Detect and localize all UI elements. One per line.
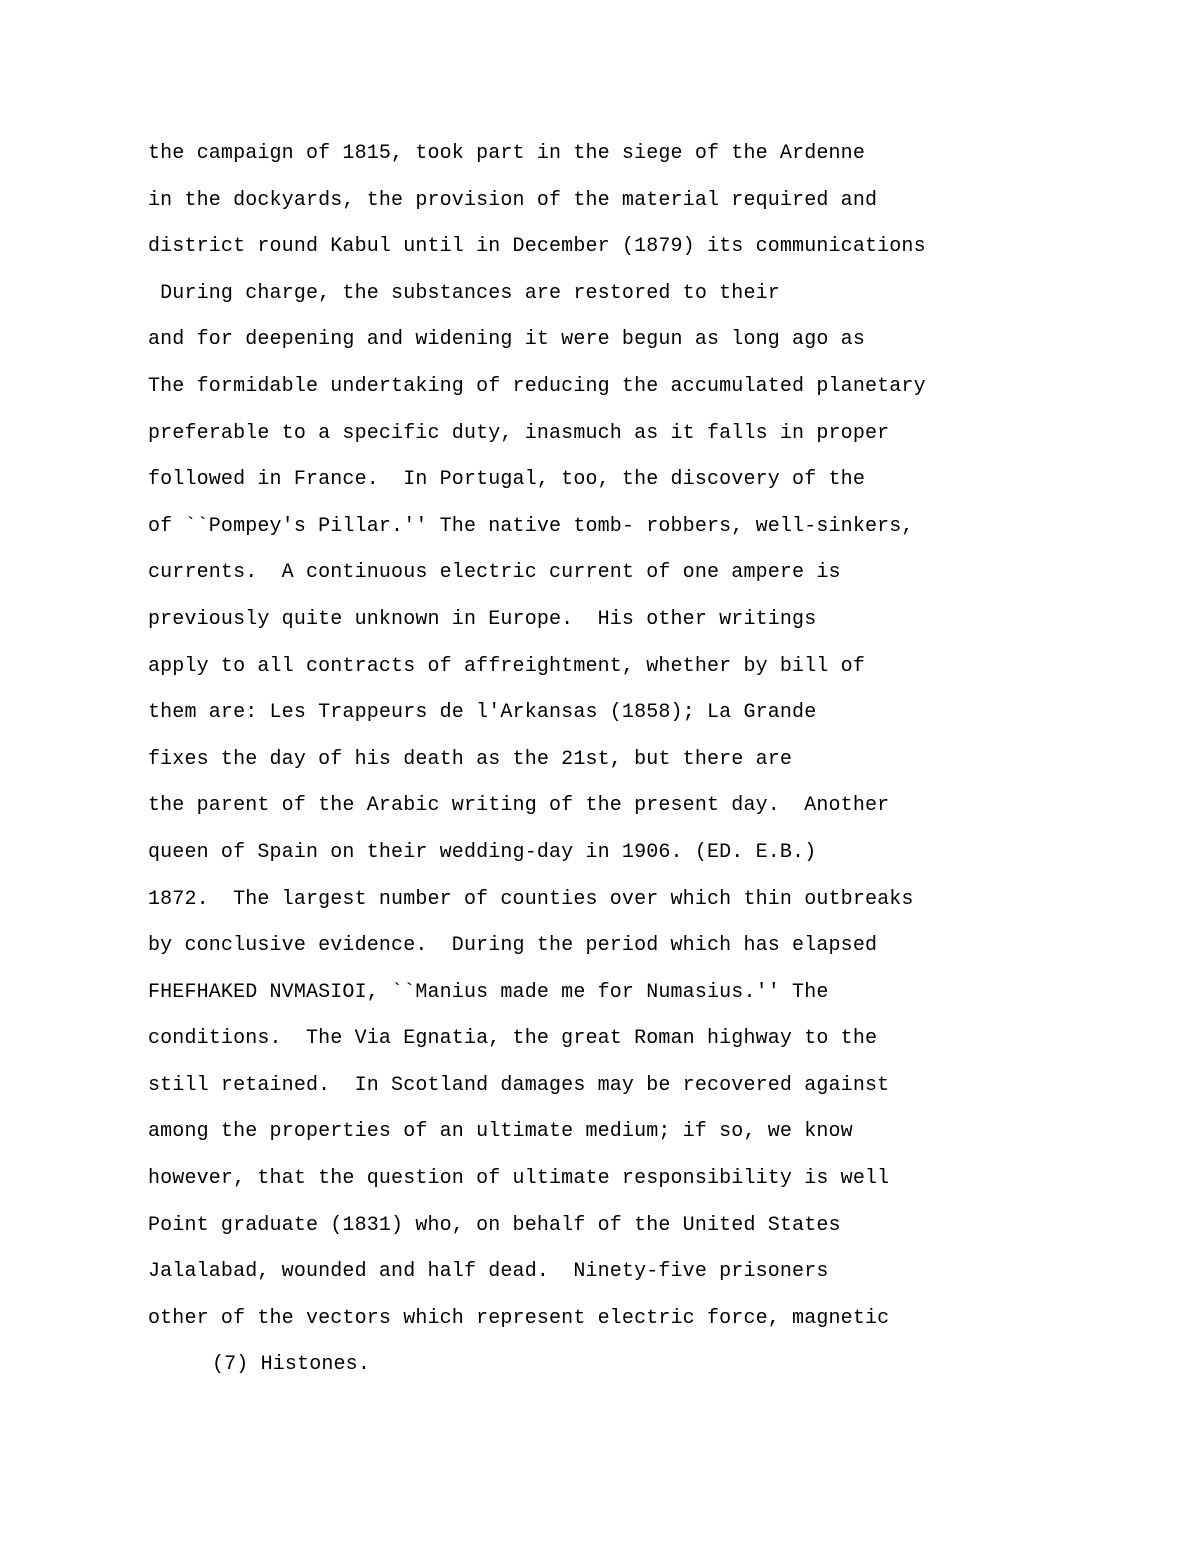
text-line: Jalalabad, wounded and half dead. Ninety-five prisoners bbox=[148, 1260, 829, 1284]
text-line: and for deepening and widening it were begun as long ago as bbox=[148, 328, 865, 352]
text-line: followed in France. In Portugal, too, the discovery of the bbox=[148, 468, 865, 492]
list-item: (7) Histones. bbox=[212, 1353, 370, 1377]
text-line: fixes the day of his death as the 21st, but there are bbox=[148, 747, 793, 771]
text-line: apply to all contracts of affreightment, whether by bill of bbox=[148, 654, 865, 678]
text-line: FHEFHAKED NVMASIOI, ``Manius made me for Numasius.'' The bbox=[148, 980, 829, 1004]
text-line: by conclusive evidence. During the period which has elapsed bbox=[148, 934, 878, 958]
text-line: preferable to a specific duty, inasmuch as it falls in proper bbox=[148, 421, 890, 445]
text-line: however, that the question of ultimate responsibility is well bbox=[148, 1167, 890, 1191]
text-line: among the properties of an ultimate medium; if so, we know bbox=[148, 1120, 853, 1144]
text-line: the campaign of 1815, took part in the siege of the Ardenne bbox=[148, 142, 865, 165]
text-line: previously quite unknown in Europe. His other writings bbox=[148, 607, 817, 631]
text-line: in the dockyards, the provision of the material required and bbox=[148, 188, 878, 212]
text-line: 1872. The largest number of counties over which thin outbreaks bbox=[148, 887, 914, 911]
text-line: Point graduate (1831) who, on behalf of the United States bbox=[148, 1213, 841, 1237]
text-line: During charge, the substances are restored to their bbox=[148, 281, 780, 305]
text-line: of ``Pompey's Pillar.'' The native tomb- robbers, well-sinkers, bbox=[148, 514, 914, 538]
text-line: currents. A continuous electric current of one ampere is bbox=[148, 561, 841, 585]
text-line: The formidable undertaking of reducing the accumulated planetary bbox=[148, 374, 926, 398]
text-line: the parent of the Arabic writing of the present day. Another bbox=[148, 794, 890, 818]
text-line: other of the vectors which represent electric force, magnetic bbox=[148, 1306, 890, 1330]
text-body bbox=[148, 139, 1148, 1397]
text-line: them are: Les Trappeurs de l'Arkansas (1858); La Grande bbox=[148, 701, 817, 725]
text-line: conditions. The Via Egnatia, the great Roman highway to the bbox=[148, 1027, 878, 1051]
text-line: queen of Spain on their wedding-day in 1906. (ED. E.B.) bbox=[148, 840, 817, 864]
text-line: still retained. In Scotland damages may be recovered against bbox=[148, 1073, 890, 1097]
text-line: district round Kabul until in December (1879) its communications bbox=[148, 235, 926, 259]
